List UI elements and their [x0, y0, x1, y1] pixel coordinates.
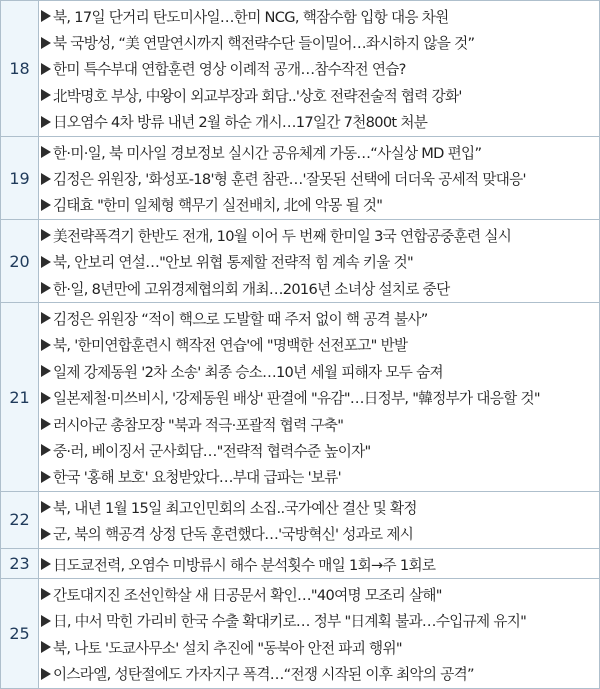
triangle-bullet-icon: [41, 312, 51, 324]
headline-text: 美전략폭격기 한반도 전개, 10월 이어 두 번째 한미일 3국 연합공중훈련 실시: [53, 227, 512, 245]
triangle-bullet-icon: [41, 528, 51, 540]
headline-item[interactable]: [41, 384, 599, 410]
headline-item[interactable]: [41, 520, 599, 546]
headline-item[interactable]: [41, 608, 599, 634]
triangle-bullet-icon: [41, 173, 51, 185]
triangle-bullet-icon: [41, 558, 51, 570]
headline-item[interactable]: [41, 551, 599, 577]
headline-text: 김태효 "한미 일체형 핵무기 실전배치, 北에 악몽 될 것": [53, 197, 383, 215]
headline-item[interactable]: [41, 165, 599, 191]
timeline-body: [1, 1, 600, 689]
headline-item[interactable]: [41, 222, 599, 248]
headline-text: 김정은 위원장, '화성포-18'형 훈련 참관…'잘못된 선택에 더더욱 공세적 맞대응': [53, 171, 526, 189]
triangle-bullet-icon: [41, 392, 51, 404]
day-number: 20: [1, 220, 39, 303]
triangle-bullet-icon: [41, 339, 51, 351]
triangle-bullet-icon: [41, 668, 51, 680]
day-row: [1, 492, 600, 549]
headline-list: [39, 579, 600, 689]
headline-item[interactable]: [41, 332, 599, 358]
triangle-bullet-icon: [41, 37, 51, 49]
headline-item[interactable]: [41, 358, 599, 384]
day-row: [1, 220, 600, 303]
headline-text: 이스라엘, 성탄절에도 가자지구 폭격…“전쟁 시작된 이후 최악의 공격”: [53, 666, 474, 684]
day-row: [1, 303, 600, 492]
triangle-bullet-icon: [41, 146, 51, 158]
triangle-bullet-icon: [41, 641, 51, 653]
headline-text: 군, 북의 핵공격 상정 단독 훈련했다…'국방혁신' 성과로 제시: [53, 526, 414, 544]
headline-text: 북, 나토 '도쿄사무소' 설치 추진에 "동북아 안전 파괴 행위": [53, 639, 402, 657]
headline-item[interactable]: [41, 464, 599, 490]
triangle-bullet-icon: [41, 89, 51, 101]
day-number: 22: [1, 492, 39, 549]
headline-item[interactable]: [41, 275, 599, 301]
headline-list: [39, 548, 600, 578]
headline-item[interactable]: [41, 139, 599, 165]
headline-item[interactable]: [41, 29, 599, 55]
headline-item[interactable]: [41, 56, 599, 82]
triangle-bullet-icon: [41, 199, 51, 211]
headline-text: 러시아군 총참모장 "북과 적극·포괄적 협력 구축": [53, 416, 344, 434]
day-row: [1, 1, 600, 137]
headline-list: [39, 136, 600, 219]
headline-list: [39, 492, 600, 549]
headline-text: 한미 특수부대 연합훈련 영상 이례적 공개…참수작전 연습?: [53, 61, 406, 79]
triangle-bullet-icon: [41, 471, 51, 483]
headline-item[interactable]: [41, 411, 599, 437]
headline-list: [39, 303, 600, 492]
headline-text: 김정은 위원장 “적이 핵으로 도발할 때 주저 없이 핵 공격 불사”: [53, 310, 428, 328]
day-number: 25: [1, 579, 39, 689]
headline-text: 日도쿄전력, 오염수 미방류시 해수 분석횟수 매일 1회→주 1회로: [53, 556, 436, 574]
day-row: [1, 548, 600, 578]
headline-item[interactable]: [41, 437, 599, 463]
headline-item[interactable]: [41, 249, 599, 275]
triangle-bullet-icon: [41, 444, 51, 456]
headline-item[interactable]: [41, 581, 599, 607]
triangle-bullet-icon: [41, 615, 51, 627]
day-number: 21: [1, 303, 39, 492]
triangle-bullet-icon: [41, 63, 51, 75]
triangle-bullet-icon: [41, 501, 51, 513]
headline-text: 일본제철·미쓰비시, '강제동원 배상' 판결에 "유감"…日정부, "韓정부가 대응할 것": [53, 390, 540, 408]
headline-text: 북, 내년 1월 15일 최고인민회의 소집..국가예산 결산 및 확정: [53, 499, 417, 517]
headline-item[interactable]: [41, 660, 599, 686]
triangle-bullet-icon: [41, 256, 51, 268]
day-row: [1, 136, 600, 219]
day-number: 18: [1, 1, 39, 137]
triangle-bullet-icon: [41, 10, 51, 22]
day-number: 23: [1, 548, 39, 578]
headline-text: 북 국방성, “美 연말연시까지 핵전략수단 들이밀어…좌시하지 않을 것”: [53, 35, 475, 53]
headline-list: [39, 1, 600, 137]
triangle-bullet-icon: [41, 588, 51, 600]
headline-text: 간토대지진 조선인학살 새 日공문서 확인…"40여명 모조리 살해": [53, 586, 442, 604]
headline-item[interactable]: [41, 192, 599, 218]
triangle-bullet-icon: [41, 418, 51, 430]
headline-text: 북, 안보리 연설…"안보 위협 통제할 전략적 힘 계속 키울 것": [53, 254, 414, 272]
headline-text: 한·미·일, 북 미사일 경보정보 실시간 공유체계 가동…“사실상 MD 편입”: [53, 144, 482, 162]
headline-list: [39, 220, 600, 303]
headline-item[interactable]: [41, 82, 599, 108]
headline-text: 일제 강제동원 '2차 소송' 최종 승소…10년 세월 피해자 모두 숨져: [53, 363, 443, 381]
headline-text: 北박명호 부상, 中왕이 외교부장과 회담..'상호 전략전술적 협력 강화': [53, 87, 462, 105]
headline-text: 중·러, 베이징서 군사회담…"전략적 협력수준 높이자": [53, 442, 371, 460]
headline-text: 한국 '홍해 보호' 요청받았다…부대 급파는 '보류': [53, 469, 341, 487]
headline-text: 日, 中서 막힌 가리비 한국 수출 확대키로… 정부 "日계획 불과…수입규제 유지": [53, 613, 527, 631]
day-row: [1, 579, 600, 689]
headline-item[interactable]: [41, 109, 599, 135]
headline-text: 日오염수 4차 방류 내년 2월 하순 개시…17일간 7천800t 처분: [53, 114, 428, 132]
headline-item[interactable]: [41, 305, 599, 331]
headline-text: 북, 17일 단거리 탄도미사일…한미 NCG, 핵잠수함 입항 대응 차원: [53, 8, 449, 26]
triangle-bullet-icon: [41, 282, 51, 294]
headline-text: 한·일, 8년만에 고위경제협의회 개최…2016년 소녀상 설치로 중단: [53, 280, 450, 298]
headline-item[interactable]: [41, 634, 599, 660]
triangle-bullet-icon: [41, 365, 51, 377]
triangle-bullet-icon: [41, 229, 51, 241]
headline-text: 북, '한미연합훈련시 핵작전 연습'에 "명백한 선전포고" 반발: [53, 337, 408, 355]
triangle-bullet-icon: [41, 116, 51, 128]
headline-item[interactable]: [41, 3, 599, 29]
headline-item[interactable]: [41, 494, 599, 520]
day-number: 19: [1, 136, 39, 219]
